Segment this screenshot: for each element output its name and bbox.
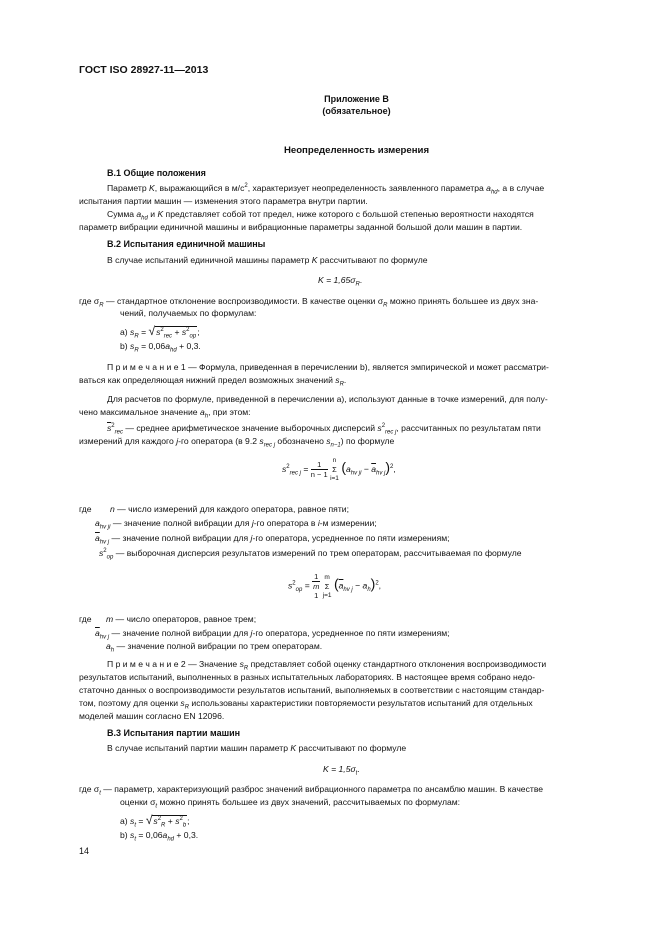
- def-ahvji: $a_{hv ji}$ — значение полной вибрации для j-го оператора в i-м измерении;: [95, 518, 377, 531]
- srec-definition-line-1: $\overline{s}^2_{rec}$ — среднее арифметическое значение выборочных дисперсий $s^2_{rec j}$, рассчитанных по результатам пяти: [107, 423, 541, 436]
- page-number: 14: [79, 846, 90, 856]
- formula-sop: $s^2_{op}$ = 1 m 1 m Σ j=1 $(\overline{a}_{hv j} - a_h)^2$,: [288, 572, 382, 600]
- b3-where-line-2: оценки $\sigma_t$ можно принять большее из двух значений, рассчитываемых по формулам:: [120, 797, 461, 810]
- b2-paragraph-2-line-2: чено максимальное значение $a_h$, при этом:: [79, 407, 251, 420]
- section-b2-heading: В.2 Испытания единичной машины: [107, 239, 266, 249]
- b1-paragraph-1-line-1: Параметр K, выражающийся в $м/с^2$, характеризует неопределенность заявленного параметра $a_{hd}$, а в случае: [107, 183, 545, 196]
- note-2-line-1: П р и м е ч а н и е 2 — Значение $s_R$ представляет собой оценку стандартного отклонения воспроизводимости: [107, 659, 547, 672]
- document-header: ГОСТ ISO 28927-11—2013: [79, 64, 209, 76]
- main-title: Неопределенность измерения: [283, 145, 430, 156]
- def-ahvj: $\overline{a}_{hv j}$ — значение полной вибрации для j-го оператора, усредненное по пяти измерениям;: [95, 533, 450, 546]
- b2-where-line-1: где $\sigma_R$ — стандартное отклонение воспроизводимости. В качестве оценки $\sigma_R$ можно принять большее из двух зна-: [79, 296, 539, 309]
- b3-item-b: b) $s_t = 0,06a_{hd} + 0,3$.: [120, 830, 199, 843]
- def-ah: $a_h$ — значение полной вибрации по трем операторам.: [106, 641, 323, 654]
- note-2-line-2: результатов испытаний, выполненных в разных испытательных лабораториях. В настоящее время собрано недо-: [79, 672, 535, 682]
- b2-item-a: а) $s_R = √s^2_{rec} + s^2_{op}$;: [120, 324, 200, 340]
- annex-subtitle: (обязательное): [322, 106, 391, 116]
- b3-paragraph-1: В случае испытаний партии машин параметр K рассчитывают по формуле: [107, 743, 407, 753]
- b1-paragraph-2-line-1: Сумма $a_{hd}$ и K представляет собой тот предел, ниже которого с большой степенью вероятности находятся: [107, 209, 534, 222]
- b2-item-b: b) $s_R = 0,06a_{hd} + 0,3$.: [120, 341, 201, 354]
- b1-paragraph-1-line-2: испытания партии машин — изменения этого параметра внутри партии.: [79, 196, 368, 206]
- b1-paragraph-2-line-2: параметр вибрации единичной машины и вибрационные параметры заданной большой доли машин в партии.: [79, 222, 523, 232]
- def-m: m — число операторов, равное трем;: [106, 614, 257, 624]
- formula-k-single: $K = 1,65\sigma_R$.: [318, 275, 363, 288]
- note-2-line-4: том, поэтому для оценки $s_R$ использованы характеристики повторяемости результатов испытаний для отдельных: [79, 698, 533, 711]
- note-2-line-5: моделей машин согласно EN 12096.: [79, 711, 225, 721]
- srec-definition-line-2: измерений для каждого j-го оператора (в 9.2 $s_{rec j}$ обозначено $s_{n-1}$) по формуле: [79, 436, 395, 449]
- b3-item-a: а) $s_t = √s^2_R + s^2_b$;: [120, 813, 190, 829]
- where-3-label: где: [79, 614, 92, 624]
- note-1-line-2: ваться как определяющая нижний предел возможных значений $s_R$.: [79, 375, 347, 388]
- def-n: n — число измерений для каждого оператора, равное пяти;: [110, 504, 349, 514]
- formula-k-batch: $K = 1,5\sigma_t$.: [323, 764, 360, 777]
- section-b1-heading: В.1 Общие положения: [107, 168, 206, 178]
- annex-title: Приложение В: [324, 94, 389, 104]
- formula-srec-j: $s^2_{rec j}$ = $\frac{1}{n - 1}$ n Σ i=1 $(a_{hv ji} - \overline{a}_{hv j})^2$,: [282, 457, 396, 482]
- b2-paragraph-1: В случае испытаний единичной машины параметр K рассчитывают по формуле: [107, 255, 428, 265]
- b2-paragraph-2-line-1: Для расчетов по формуле, приведенной в перечислении а), используют данные в точке измерений, для полу-: [107, 394, 548, 404]
- note-1-line-1: П р и м е ч а н и е 1 — Формула, приведенная в перечислении b), является эмпирической и может рассматри-: [107, 362, 549, 372]
- note-2-line-3: статочно данных о воспроизводимости результатов испытаний, выполняемых в соответствии с настоящим стандар-: [79, 685, 545, 695]
- def-sop: $s^2_{op}$ — выборочная дисперсия результатов измерений по трем операторам, рассчитываемая по формуле: [99, 548, 522, 561]
- where-2-label: где: [79, 504, 92, 514]
- b2-where-line-2: чений, получаемых по формулам:: [120, 308, 257, 318]
- b3-where-line-1: где $\sigma_t$ — параметр, характеризующий разброс значений вибрационного параметра по ансамблю машин. В качестве: [79, 784, 544, 797]
- def2-ahvj: $\overline{a}_{hv j}$ — значение полной вибрации для j-го оператора, усредненное по пяти измерениям;: [95, 628, 450, 641]
- section-b3-heading: В.3 Испытания партии машин: [107, 728, 241, 738]
